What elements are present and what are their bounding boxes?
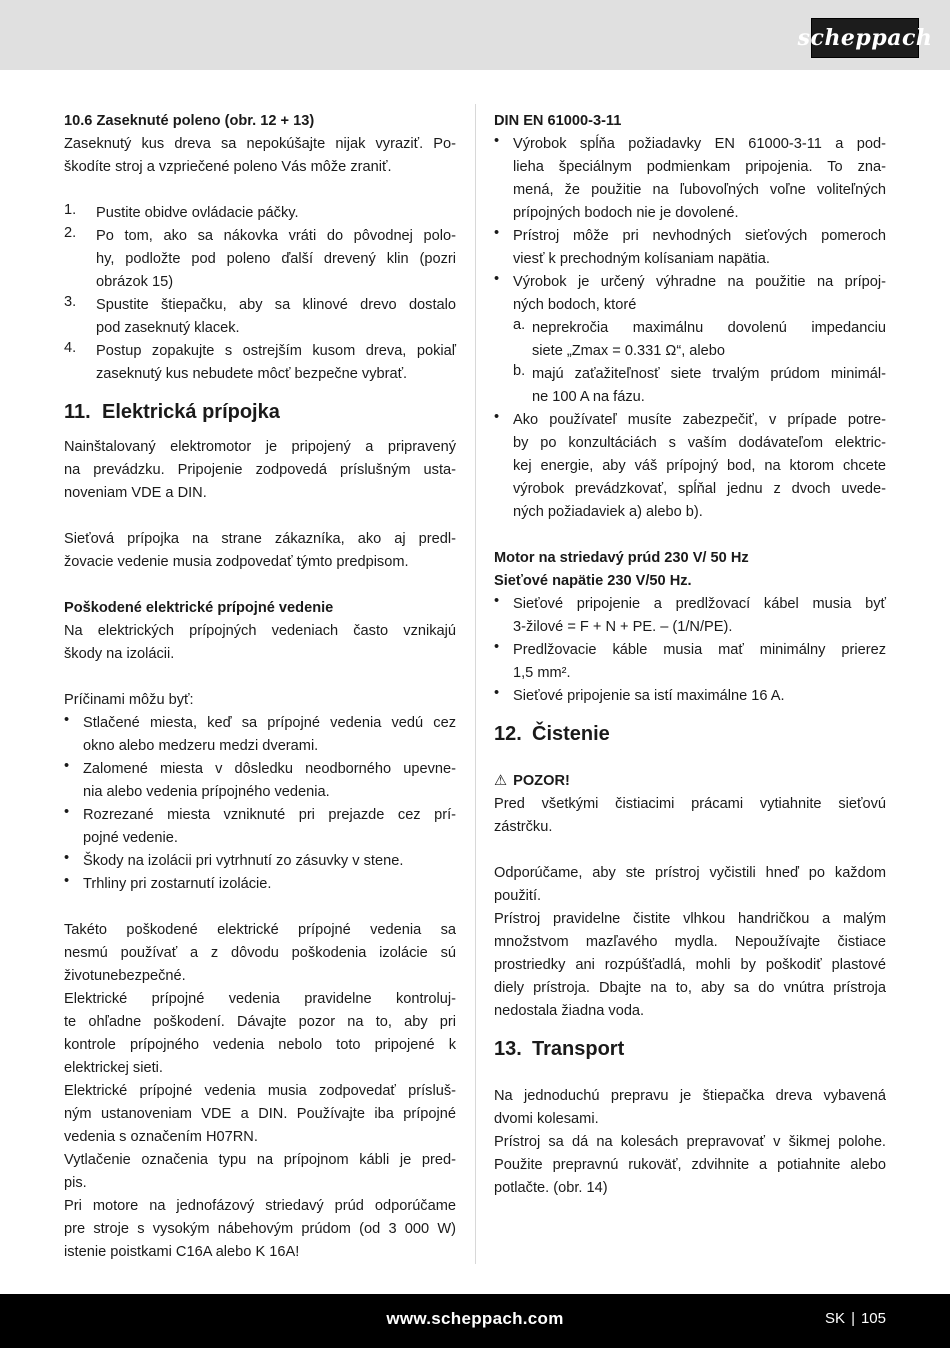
text-line: elektrickej sieti.	[64, 1060, 163, 1076]
section-12-heading	[494, 720, 886, 748]
list-item	[494, 593, 886, 639]
text-line: Ako používateľ musíte zabezpečiť, v prípade potre-	[513, 412, 886, 428]
page-footer	[0, 1294, 950, 1348]
damaged-lines-title: Poškodené elektrické prípojné vedenie	[64, 600, 334, 616]
text-line: Prístroj sa dá na kolesách prepravovať v šikmej polohe.	[494, 1134, 886, 1150]
text-line: použití.	[494, 888, 542, 904]
text-line: noveniam VDE a DIN.	[64, 485, 207, 501]
text-line: zástrčku.	[494, 819, 553, 835]
page-number: 105	[860, 1310, 886, 1327]
list-marker: •	[494, 593, 500, 609]
paragraph	[64, 1195, 456, 1264]
section-title: Transport	[532, 1038, 625, 1060]
list-item	[494, 639, 886, 685]
list-item	[64, 294, 456, 340]
text-line: Po tom, ako sa nákovka vráti do pôvodnej polo-	[96, 228, 456, 244]
list-marker: •	[64, 850, 70, 866]
paragraph	[494, 793, 886, 839]
motor-title: Motor na striedavý prúd 230 V/ 50 Hz	[494, 550, 749, 566]
text-line: množstvom mazľavého mydla. Nepoužívajte čistiace	[494, 934, 886, 950]
text-line: zaseknutý kus nebudete môcť bezpečne vybrať.	[96, 366, 408, 382]
text-line: obrázok 15)	[96, 274, 174, 290]
section-10-6-intro	[64, 133, 456, 179]
paragraph	[64, 528, 456, 574]
text-line: nesmú používať a z dôvodu poškodenia izolácie sú	[64, 945, 456, 961]
list-marker: 4.	[64, 340, 77, 356]
text-line: ne 100 A na fázu.	[532, 389, 645, 405]
list-marker: •	[64, 712, 70, 728]
text-line: pojné vedenie.	[83, 830, 178, 846]
list-marker: b.	[513, 363, 526, 379]
list-item	[494, 133, 886, 225]
section-number: 13.	[494, 1038, 522, 1060]
motor-list	[494, 593, 886, 708]
text-line: potlačte. (obr. 14)	[494, 1180, 608, 1196]
list-item	[64, 202, 456, 225]
text-line: dvomi kolesami.	[494, 1111, 599, 1127]
text-line: Trhliny pri zostarnutí izolácie.	[83, 876, 272, 892]
text-line: pod zaseknutý klacek.	[96, 320, 240, 336]
list-item	[64, 225, 456, 294]
list-item	[494, 225, 886, 271]
text-line: Pri motore na jednofázový striedavý prúd odporúčame	[64, 1198, 456, 1214]
text-line: Predlžovacie káble musia mať minimálny prierez	[513, 642, 886, 658]
warning-text: POZOR!	[513, 773, 570, 789]
section-title: Elektrická prípojka	[102, 401, 280, 423]
text-line: nia alebo vedenia prípojného vedenia.	[83, 784, 330, 800]
text-line: kontrole prípojného vedenia nebolo toto pripojené k	[64, 1037, 456, 1053]
text-line: majú zaťažiteľnosť siete trvalým prúdom minimál-	[532, 366, 886, 382]
text-line: Vytlačenie označenia typu na prípojnom kábli je pred-	[64, 1152, 456, 1168]
list-item	[64, 758, 456, 804]
text-line: Sieťová prípojka na strane zákazníka, ako aj predl-	[64, 531, 456, 547]
paragraph	[64, 1080, 456, 1149]
list-marker: a.	[513, 317, 526, 333]
text-line: Zalomené miesta v dôsledku neodborného upevne-	[83, 761, 456, 777]
text-line: pis.	[64, 1175, 87, 1191]
paragraph	[64, 436, 456, 505]
list-item	[64, 712, 456, 758]
list-marker: •	[64, 758, 70, 774]
text-line: Prístroj môže pri nevhodných sieťových pomeroch	[513, 228, 886, 244]
list-marker: 3.	[64, 294, 77, 310]
text-line: Stlačené miesta, keď sa prípojné vedenia vedú cez	[83, 715, 456, 731]
list-marker: 2.	[64, 225, 77, 241]
text-line: Rozrezané miesta vzniknuté pri prejazde cez prí-	[83, 807, 456, 823]
text-line: životunebezpečné.	[64, 968, 186, 984]
text-line: škody na izolácii.	[64, 646, 175, 662]
text-line: prípojných bodoch nie je dovolené.	[513, 205, 739, 221]
list-marker: •	[494, 409, 500, 425]
text-line: vedenia s označením H07RN.	[64, 1129, 258, 1145]
list-item	[64, 850, 456, 873]
text-line: diely prístroja. Dbajte na to, aby sa do vnútra prístroja	[494, 980, 886, 996]
text-line: Škody na izolácii pri vytrhnutí zo zásuvky v stene.	[83, 853, 404, 869]
text-line: Nainštalovaný elektromotor je pripojený a pripravený	[64, 439, 456, 455]
text-line: žovacie vedenie musia zodpovedať týmto predpisom.	[64, 554, 409, 570]
text-line: Výrobok je určený výhradne na použitie na prípoj-	[513, 274, 886, 290]
text-line: siete „Zmax = 0.331 Ω“, alebo	[532, 343, 726, 359]
text-line: Zaseknutý kus dreva sa nepokúšajte nijak vyraziť. Po-	[64, 136, 456, 152]
list-marker: 1.	[64, 202, 77, 218]
bullet-item	[494, 225, 886, 271]
steps-list	[64, 202, 456, 386]
section-11-heading	[64, 398, 456, 426]
section-title: Čistenie	[532, 723, 610, 745]
section-13-heading	[494, 1035, 886, 1063]
page-indicator	[825, 1310, 886, 1327]
right-column	[494, 110, 886, 1200]
causes-list	[64, 712, 456, 896]
paragraph	[64, 919, 456, 988]
scheppach-logo: scheppach	[811, 18, 919, 58]
text-line: by po konzultáciách s vaším dodávateľom elektric-	[513, 435, 886, 451]
paragraph	[64, 1149, 456, 1195]
bullet-item	[494, 133, 886, 225]
language-code: SK	[825, 1310, 846, 1327]
text-line: prostriedky ani rozpúšťadlá, mohli by poškodiť plastové	[494, 957, 886, 973]
text-line: Pustite obidve ovládacie páčky.	[96, 205, 299, 221]
din-sub-list	[494, 317, 886, 409]
list-marker: •	[494, 271, 500, 287]
left-column	[64, 110, 456, 1264]
text-line: ných požiadaviek a) alebo b).	[513, 504, 703, 520]
section-number: 12.	[494, 723, 522, 745]
list-item	[494, 409, 886, 524]
text-line: istenie poistkami C16A alebo K 16A!	[64, 1244, 300, 1260]
text-line: Prístroj pravidelne čistite vlhkou handričkou a malým	[494, 911, 886, 927]
warning-label	[494, 770, 886, 793]
paragraph	[494, 862, 886, 908]
text-line: mená, že použitie na ľubovoľných voľne voliteľných	[513, 182, 886, 198]
text-line: lieha špeciálnym podmienkam pripojenia. To zna-	[513, 159, 886, 175]
list-item	[494, 685, 886, 708]
text-line: viesť k prechodným kolísaniam napätia.	[513, 251, 770, 267]
list-marker: •	[494, 639, 500, 655]
column-divider	[475, 104, 476, 1264]
text-line: Sieťové pripojenie sa istí maximálne 16 A.	[513, 688, 785, 704]
list-item	[64, 340, 456, 386]
text-line: pre stroje s vysokým nábehovým prúdom (od 3 000 W)	[64, 1221, 456, 1237]
text-line: Odporúčame, aby ste prístroj vyčistili hneď po každom	[494, 865, 886, 881]
paragraph	[494, 1085, 886, 1131]
text-line: Sieťové pripojenie a predlžovací kábel musia byť	[513, 596, 886, 612]
text-line: Výrobok spĺňa požiadavky EN 61000-3-11 a pod-	[513, 136, 886, 152]
list-item	[494, 317, 886, 363]
text-line: výrobok prevádzkovať, spĺňal jednu z dvoch uvede-	[513, 481, 886, 497]
list-item	[494, 271, 886, 317]
text-line: ným ustanoveniam VDE a DIN. Používajte iba prípojné	[64, 1106, 456, 1122]
separator: |	[851, 1310, 855, 1327]
text-line: 1,5 mm².	[513, 665, 571, 681]
text-line: nedostala žiadna voda.	[494, 1003, 645, 1019]
text-line: neprekročia maximálnu dovolenú impedanciu	[532, 320, 886, 336]
paragraph	[494, 908, 886, 1023]
text-line: na prevádzku. Pripojenie zodpovedá príslušným usta-	[64, 462, 456, 478]
text-line: okno alebo medzeru medzi dverami.	[83, 738, 319, 754]
section-10-6-title: 10.6 Zaseknuté poleno (obr. 12 + 13)	[64, 113, 315, 129]
text-line: škodíte stroj a vzpriečené poleno Vás môže zraniť.	[64, 159, 392, 175]
causes-intro: Príčinami môžu byť:	[64, 692, 194, 708]
bullet-item	[494, 271, 886, 317]
list-item	[64, 873, 456, 896]
text-line: Pred všetkými čistiacimi prácami vytiahnite sieťovú	[494, 796, 886, 812]
text-line: Elektrické prípojné vedenia musia zodpovedať prísluš-	[64, 1083, 456, 1099]
text-line: hy, podložte pod poleno ďalší drevený klin (pozri	[96, 251, 456, 267]
list-marker: •	[494, 685, 500, 701]
list-item	[64, 804, 456, 850]
din-title: DIN EN 61000-3-11	[494, 113, 622, 129]
list-item	[494, 363, 886, 409]
mains-voltage-title: Sieťové napätie 230 V/50 Hz.	[494, 573, 692, 589]
text-line: Takéto poškodené elektrické prípojné vedenia sa	[64, 922, 456, 938]
text-line: Na jednoduchú prepravu je štiepačka dreva vybavená	[494, 1088, 886, 1104]
page-header	[0, 0, 950, 70]
paragraph	[64, 620, 456, 666]
list-marker: •	[494, 133, 500, 149]
list-marker: •	[64, 804, 70, 820]
text-line: kej energie, aby váš prípojný bod, na ktorom chcete	[513, 458, 886, 474]
text-line: Postup zopakujte s ostrejším kusom dreva, pokiaľ	[96, 343, 456, 359]
text-line: Elektrické prípojné vedenia pravidelne kontroluj-	[64, 991, 456, 1007]
warning-triangle-icon: ⚠	[494, 773, 508, 789]
website-url: www.scheppach.com	[386, 1309, 564, 1328]
text-line: Použite prepravnú rukoväť, zdvihnite a potiahnite alebo	[494, 1157, 886, 1173]
list-marker: •	[494, 225, 500, 241]
list-marker: •	[64, 873, 70, 889]
bullet-item	[494, 409, 886, 524]
paragraph	[494, 1131, 886, 1200]
section-number: 11.	[64, 401, 91, 423]
text-line: 3-žilové = F + N + PE. – (1/N/PE).	[513, 619, 733, 635]
text-line: te ohľadne poškodení. Dávajte pozor na to, aby pri	[64, 1014, 456, 1030]
text-line: ných bodoch, ktoré	[513, 297, 637, 313]
text-line: Spustite štiepačku, aby sa klinové drevo dostalo	[96, 297, 456, 313]
paragraph	[64, 988, 456, 1080]
text-line: Na elektrických prípojných vedeniach často vznikajú	[64, 623, 456, 639]
